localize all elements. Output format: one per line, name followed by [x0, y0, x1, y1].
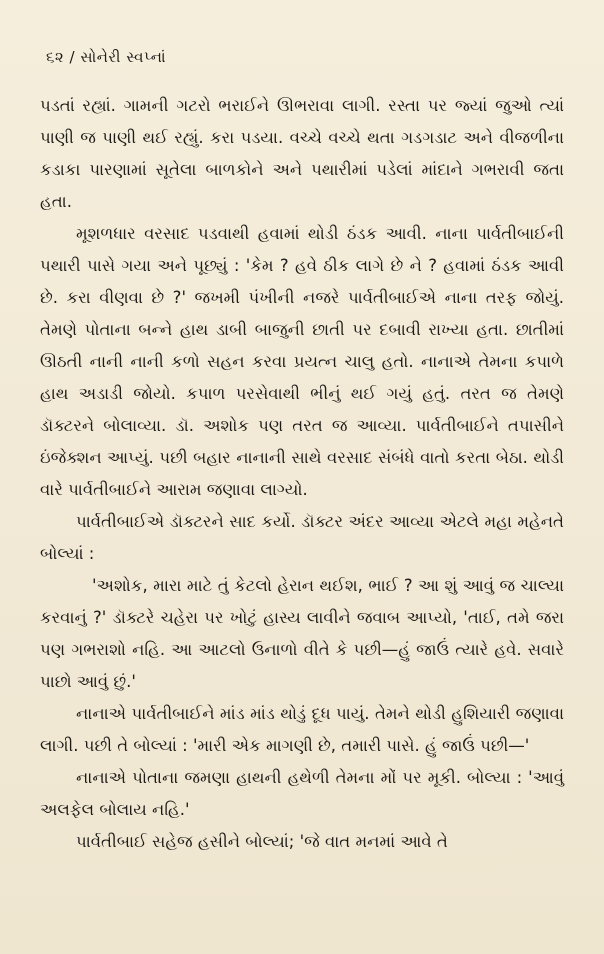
- paragraph-4: 'અશોક, મારા માટે તું કેટલો હેરાન થઈશ, ભાઈ ? આ શું આવું જ ચાલ્યા કરવાનું ?' ડૉક્ટરે ચહેરા પર ખોટું હાસ્ય લાવીને જવાબ આપ્યો, 'તાઈ, તમે જરા પણ ગભરાશો નહિ. આ આટલો ઉનાળો વીતે કે પછી—હું જાઉં ત્યારે હવે. સવારે પાછો આવું છું.': [40, 576, 564, 691]
- paragraph-3: પાર્વતીબાઈએ ડૉક્ટરને સાદ કર્યો. ડૉક્ટર અંદર આવ્યા એટલે મહા મહેનતે બોલ્યાં :: [40, 512, 564, 563]
- header-separator: /: [64, 48, 81, 66]
- paragraph-2: મૂશળધાર વરસાદ પડવાથી હવામાં થોડી ઠંડક આવી. નાના પાર્વતીબાઈની પથારી પાસે ગયા અને પૂછ્યું : 'કેમ ? હવે ઠીક લાગે છે ને ? હવામાં ઠંડક આવી છે. કરા વીણવા છે ?' જખમી પંખીની નજરે પાર્વતીબાઈએ નાના તરફ જોયું. તેમણે પોતાના બન્ને હાથ ડાબી બાજુની છાતી પર દબાવી રાખ્યા હતા. છાતીમાં ઊઠતી નાની નાની કળો સહન કરવા પ્રયત્ન ચાલુ હતો. નાનાએ તેમના કપાળે હાથ અડાડી જોયો. કપાળ પરસેવાથી ભીનું થઈ ગયું હતું. તરત જ તેમણે ડૉક્ટરને બોલાવ્યા. ડૉ. અશોક પણ તરત જ આવ્યા. પાર્વતીબાઈને તપાસીને ઇંજેક્શન આપ્યું. પછી બહાર નાનાની સાથે વરસાદ સંબંધે વાતો કરતા બેઠા. થોડી વારે પાર્વતીબાઈને આરામ જણાવા લાગ્યો.: [40, 224, 564, 499]
- page-header: [46, 48, 564, 66]
- page-number: ૬૨: [46, 48, 65, 66]
- book-title: સોનેરી સ્વપ્નાં: [80, 48, 167, 66]
- paragraph-7: પાર્વતીબાઈ સહેજ હસીને બોલ્યાં; 'જે વાત મનમાં આવે તે: [76, 832, 448, 851]
- paragraph-5: નાનાએ પાર્વતીબાઈને માંડ માંડ થોડું દૂધ પાયું. તેમને થોડી હુશિયારી જણાવા લાગી. પછી તે બોલ્યાં : 'મારી એક માગણી છે, તમારી પાસે. હું જાઉં પછી—': [40, 704, 564, 755]
- paragraph-1: પડતાં રહ્યાં. ગામની ગટરો ભરાઈને ઊભરાવા લાગી. રસ્તા પર જ્યાં જુઓ ત્યાં પાણી જ પાણી થઈ રહ્યું. કરા પડયા. વચ્ચે વચ્ચે થતા ગડગડાટ અને વીજળીના કડાકા પારણામાં સૂતેલા બાળકોને અને પથારીમાં પડેલાં માંદાને ગભરાવી જતા હતા.: [40, 96, 564, 211]
- paragraph-6: નાનાએ પોતાના જમણા હાથની હથેળી તેમના મોં પર મૂકી. બોલ્યા : 'આવું અલફેલ બોલાય નહિ.': [40, 768, 564, 819]
